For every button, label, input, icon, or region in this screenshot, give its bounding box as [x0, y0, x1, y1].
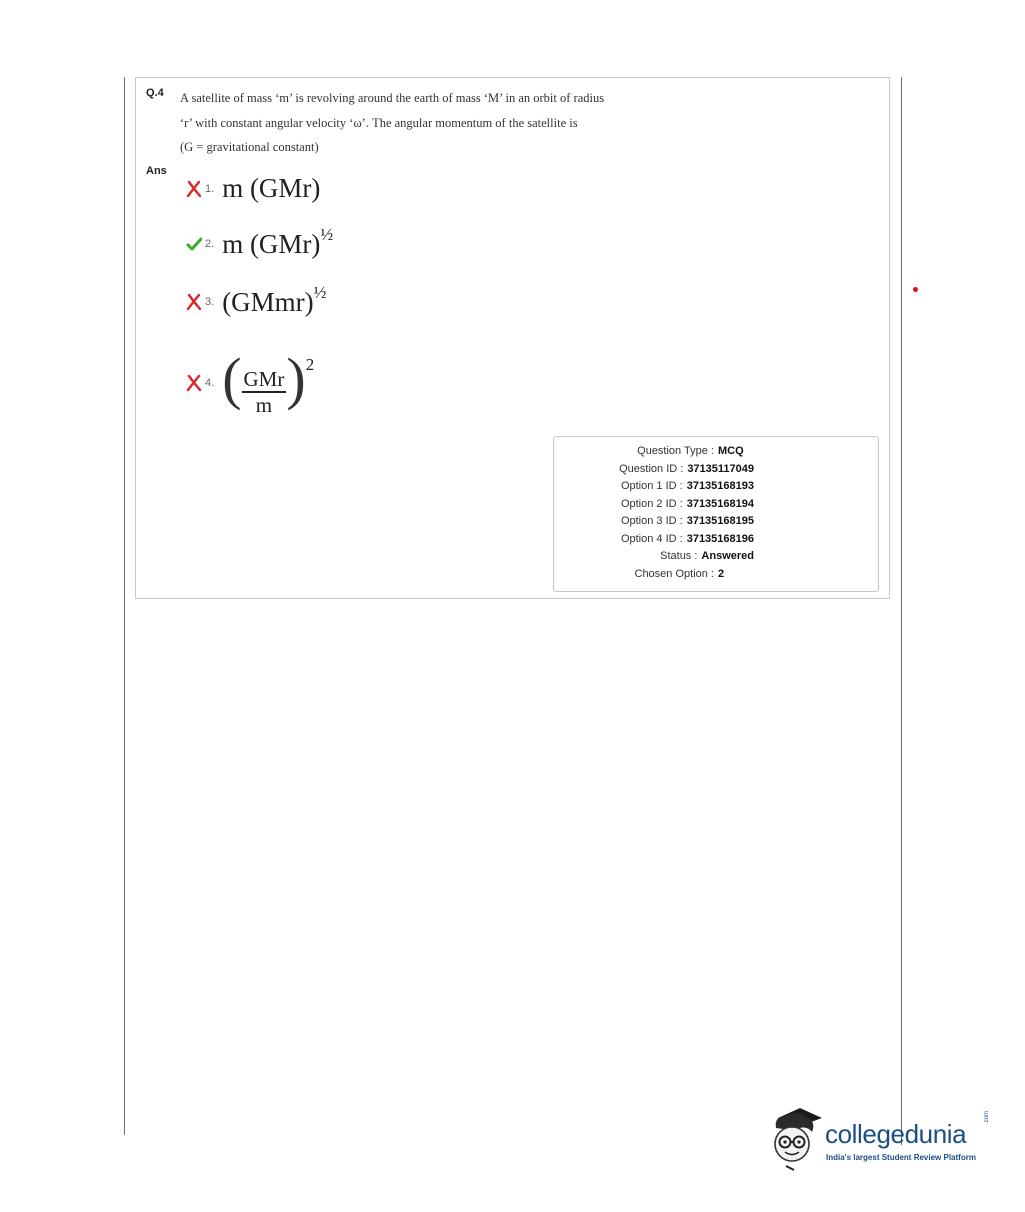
collegedunia-logo [768, 1104, 996, 1174]
logo-tagline: India's largest Student Review Platform [826, 1153, 976, 1162]
option-formula: m (GMr) [222, 173, 321, 203]
option-number: 3. [205, 296, 215, 308]
answer-label: Ans [146, 165, 167, 177]
option-4 [186, 346, 315, 417]
meta-question-type: Question Type : MCQ [637, 445, 744, 457]
fraction: $\frac{\text{GMr}}{m}$ [243, 366, 285, 417]
meta-chosen-option: Chosen Option : 2 [634, 568, 725, 580]
meta-question-id: Question ID : 37135117049 [619, 463, 754, 475]
question-text [180, 86, 670, 160]
question-panel [135, 77, 890, 599]
right-margin-line [901, 77, 902, 1145]
left-margin-line [124, 77, 125, 1135]
option-number: 1. [205, 182, 215, 195]
check-icon [186, 235, 202, 253]
meta-status: Status : Answered [660, 550, 754, 562]
option-formula: m (GMr)$^{\frac{1}{2}}$ [222, 225, 334, 259]
option-number: 4. [205, 377, 215, 390]
option-2 [186, 225, 334, 260]
question-line-2: ‘r’ with constant angular velocity ‘ω’. The angular momentum of the satellite is [180, 115, 578, 130]
option-3 [186, 283, 327, 318]
option-1 [186, 173, 320, 204]
meta-option-3-id: Option 3 ID : 37135168195 [620, 515, 754, 527]
question-number: Q.4 [146, 87, 164, 99]
question-line-3: (G = gravitational constant) [180, 140, 319, 154]
mascot-icon [768, 1104, 824, 1174]
cross-icon [186, 293, 202, 311]
option-formula: (GMmr)$^{\frac{1}{2}}$ [222, 283, 327, 317]
cross-icon [186, 180, 202, 198]
cross-icon [186, 374, 202, 392]
meta-option-4-id: Option 4 ID : 37135168196 [620, 533, 754, 545]
question-line-1: A satellite of mass ‘m’ is revolving around the earth of mass ‘M’ in an orbit of radius [180, 91, 605, 105]
meta-option-2-id: Option 2 ID : 37135168194 [620, 498, 754, 510]
logo-wordmark: collegedunia [825, 1119, 967, 1149]
logo-suffix: .com [984, 1110, 990, 1124]
red-dot [913, 287, 918, 292]
option-formula: ( $\frac{\text{GMr}}{m}$ )$^2$ [222, 346, 315, 417]
question-metadata [553, 436, 879, 592]
meta-option-1-id: Option 1 ID : 37135168193 [620, 480, 754, 492]
option-number: 2. [205, 238, 215, 250]
